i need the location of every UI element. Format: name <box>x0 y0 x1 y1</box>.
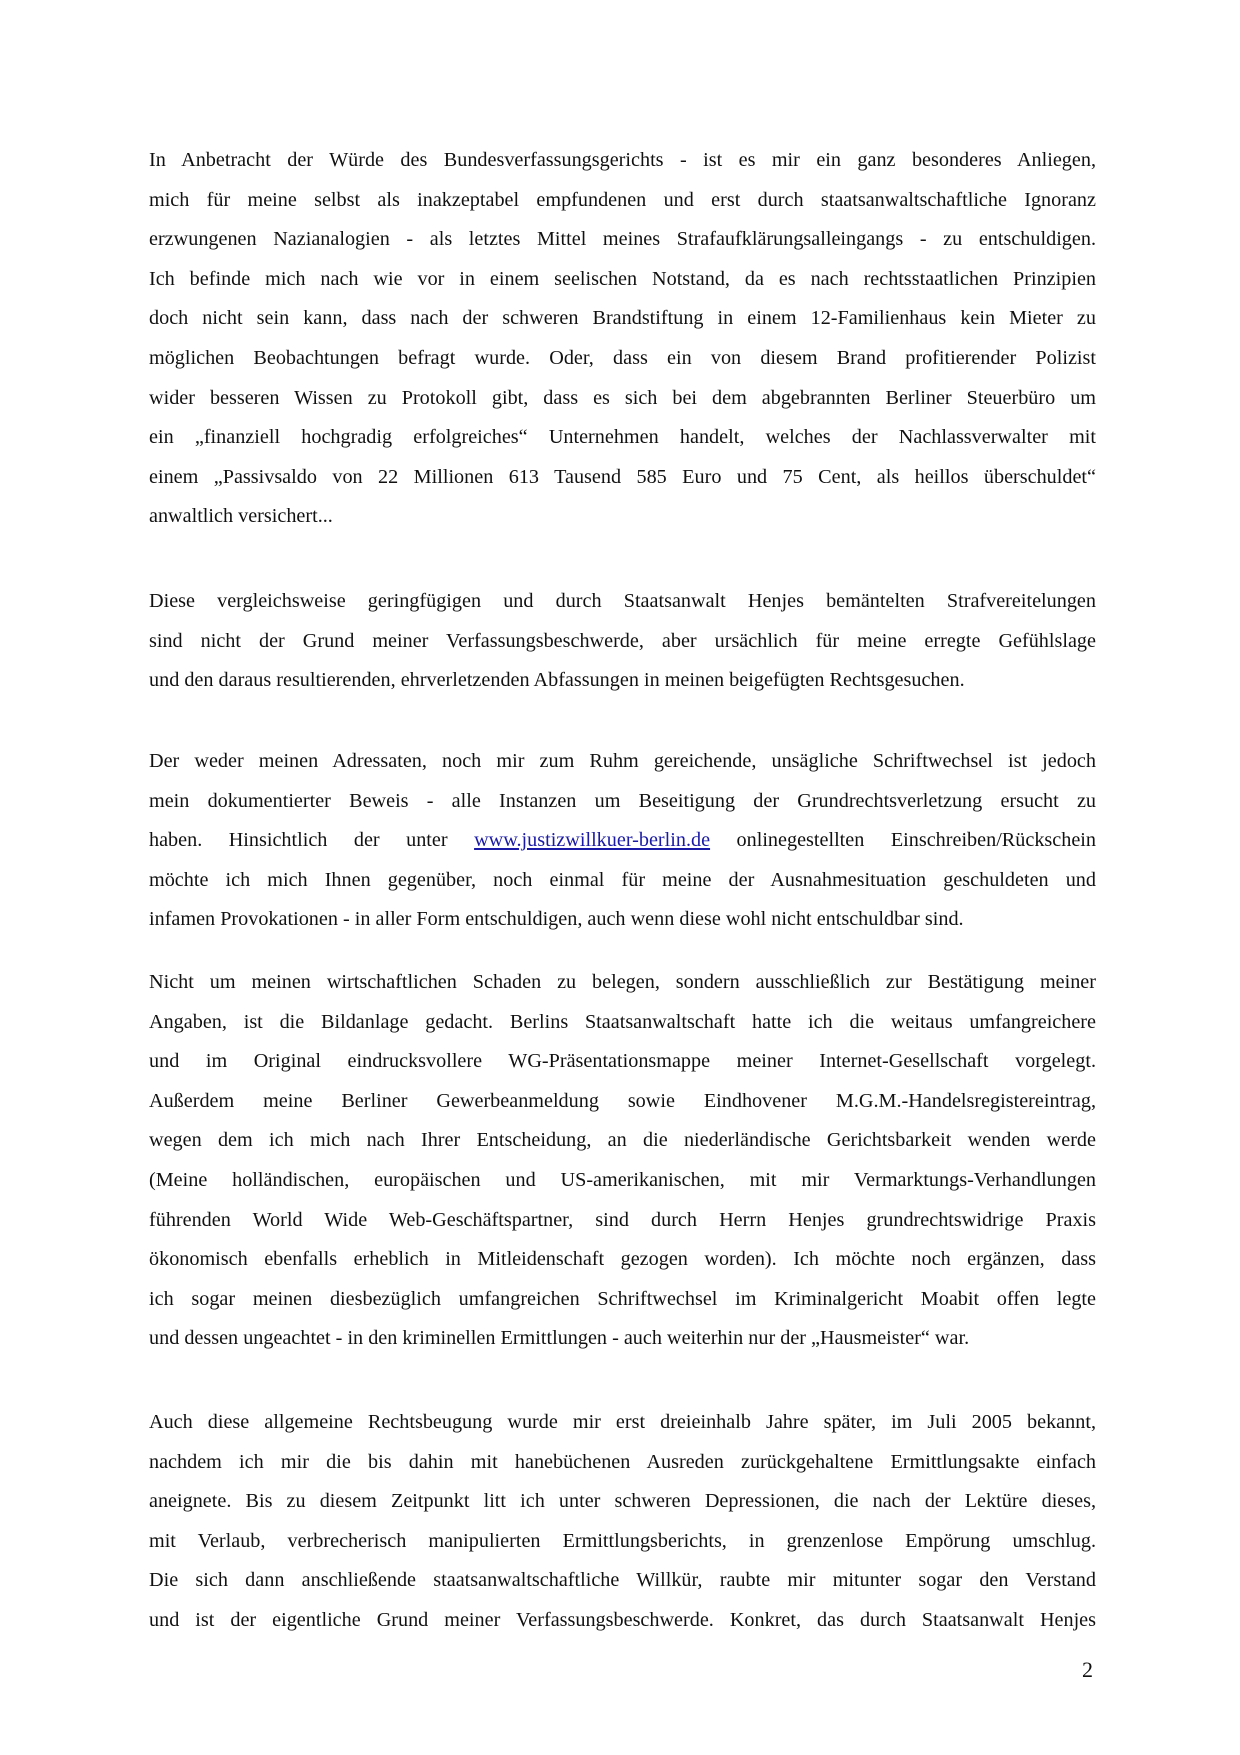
paragraph-line: wider besseren Wissen zu Protokoll gibt, dass es sich bei dem abgebrannten Berliner Steuerbüro um <box>149 386 1096 409</box>
paragraph-line: nachdem ich mir die bis dahin mit hanebüchenen Ausreden zurückgehaltene Ermittlungsakte einfach <box>149 1450 1096 1473</box>
paragraph-line: mit Verlaub, verbrecherisch manipulierten Ermittlungsberichts, in grenzenlose Empörung umschlug. <box>149 1529 1096 1552</box>
paragraph-line: Außerdem meine Berliner Gewerbeanmeldung sowie Eindhovener M.G.M.-Handelsregistereintrag, <box>149 1089 1096 1112</box>
paragraph-1 <box>149 141 1096 537</box>
paragraph-line: und im Original eindrucksvollere WG-Präsentationsmappe meiner Internet-Gesellschaft vorgelegt. <box>149 1050 1096 1073</box>
website-link[interactable]: www.justizwillkuer-berlin.de <box>474 829 711 852</box>
paragraph-line: sind nicht der Grund meiner Verfassungsbeschwerde, aber ursächlich für meine erregte Gefühlslage <box>149 629 1096 652</box>
paragraph-line: Nicht um meinen wirtschaftlichen Schaden zu belegen, sondern ausschließlich zur Bestätigung meiner <box>149 971 1096 993</box>
paragraph-line: Ich befinde mich nach wie vor in einem seelischen Notstand, da es nach rechtsstaatlichen Prinzipien <box>149 267 1096 290</box>
paragraph-line: doch nicht sein kann, dass nach der schweren Brandstiftung in einem 12-Familienhaus kein Mieter zu <box>149 307 1096 330</box>
link-line-before: haben. Hinsichtlich der unter <box>149 829 475 852</box>
paragraph-5 <box>149 1403 1096 1641</box>
paragraph-line: Die sich dann anschließende staatsanwaltschaftliche Willkür, raubte mir mitunter sogar den Verstand <box>149 1569 1096 1592</box>
paragraph-line: aneignete. Bis zu diesem Zeitpunkt litt ich unter schweren Depressionen, die nach der Lektüre dieses, <box>149 1490 1096 1513</box>
paragraph-line: ökonomisch ebenfalls erheblich in Mitleidenschaft gezogen worden). Ich möchte noch ergänzen, dass <box>149 1248 1096 1271</box>
link-line-after: onlinegestellten Einschreiben/Rückschein <box>710 829 1096 852</box>
paragraph-3 <box>149 742 1096 940</box>
paragraph-line: Der weder meinen Adressaten, noch mir zum Ruhm gereichende, unsägliche Schriftwechsel ist jedoch <box>149 750 1096 772</box>
paragraph-line: Angaben, ist die Bildanlage gedacht. Berlins Staatsanwaltschaft hatte ich die weitaus umfangreichere <box>149 1010 1096 1033</box>
paragraph-line: mich für meine selbst als inakzeptabel empfundenen und erst durch staatsanwaltschaftliche Ignoranz <box>149 188 1096 211</box>
paragraph-line: anwaltlich versichert... <box>149 505 333 528</box>
paragraph-line: Auch diese allgemeine Rechtsbeugung wurde mir erst dreieinhalb Jahre später, im Juli 2005 bekannt, <box>149 1411 1096 1433</box>
paragraph-line: führenden World Wide Web-Geschäftspartner, sind durch Herrn Henjes grundrechtswidrige Praxis <box>149 1208 1096 1231</box>
paragraph-line: ein „finanziell hochgradig erfolgreiches“ Unternehmen handelt, welches der Nachlassverwalter mit <box>149 426 1096 449</box>
page-number: 2 <box>1082 1657 1093 1682</box>
paragraph-line: einem „Passivsaldo von 22 Millionen 613 Tausend 585 Euro und 75 Cent, als heillos überschuldet“ <box>149 465 1096 488</box>
paragraph-line: erzwungenen Nazianalogien - als letztes Mittel meines Strafaufklärungsalleingangs - zu entschuldigen. <box>149 228 1096 251</box>
paragraph-line: In Anbetracht der Würde des Bundesverfassungsgerichts - ist es mir ein ganz besonderes Anliegen, <box>149 149 1096 171</box>
paragraph-line: ich sogar meinen diesbezüglich umfangreichen Schriftwechsel im Kriminalgericht Moabit offen legte <box>149 1287 1096 1310</box>
paragraph-line: möglichen Beobachtungen befragt wurde. Oder, dass ein von diesem Brand profitierender Polizist <box>149 346 1096 369</box>
paragraph-line: (Meine holländischen, europäischen und US-amerikanischen, mit mir Vermarktungs-Verhandlungen <box>149 1168 1096 1191</box>
paragraph-line: Diese vergleichsweise geringfügigen und durch Staatsanwalt Henjes bemäntelten Strafvereitelungen <box>149 590 1096 612</box>
paragraph-line: und den daraus resultierenden, ehrverletzenden Abfassungen in meinen beigefügten Rechtsgesuchen. <box>149 669 965 692</box>
paragraph-2 <box>149 582 1096 701</box>
paragraph-line: mein dokumentierter Beweis - alle Instanzen um Beseitigung der Grundrechtsverletzung ersucht zu <box>149 789 1096 812</box>
paragraph-line: und ist der eigentliche Grund meiner Verfassungsbeschwerde. Konkret, das durch Staatsanwalt Henjes <box>149 1608 1096 1631</box>
paragraph-line: infamen Provokationen - in aller Form entschuldigen, auch wenn diese wohl nicht entschuldbar sind. <box>149 908 964 931</box>
paragraph-line: möchte ich mich Ihnen gegenüber, noch einmal für meine der Ausnahmesituation geschuldeten und <box>149 868 1096 891</box>
paragraph-line: und dessen ungeachtet - in den kriminellen Ermittlungen - auch weiterhin nur der „Hausmeister“ war. <box>149 1327 970 1350</box>
paragraph-line-with-link <box>149 821 1096 861</box>
paragraph-4 <box>149 963 1096 1359</box>
paragraph-line: wegen dem ich mich nach Ihrer Entscheidung, an die niederländische Gerichtsbarkeit wenden werde <box>149 1129 1096 1152</box>
